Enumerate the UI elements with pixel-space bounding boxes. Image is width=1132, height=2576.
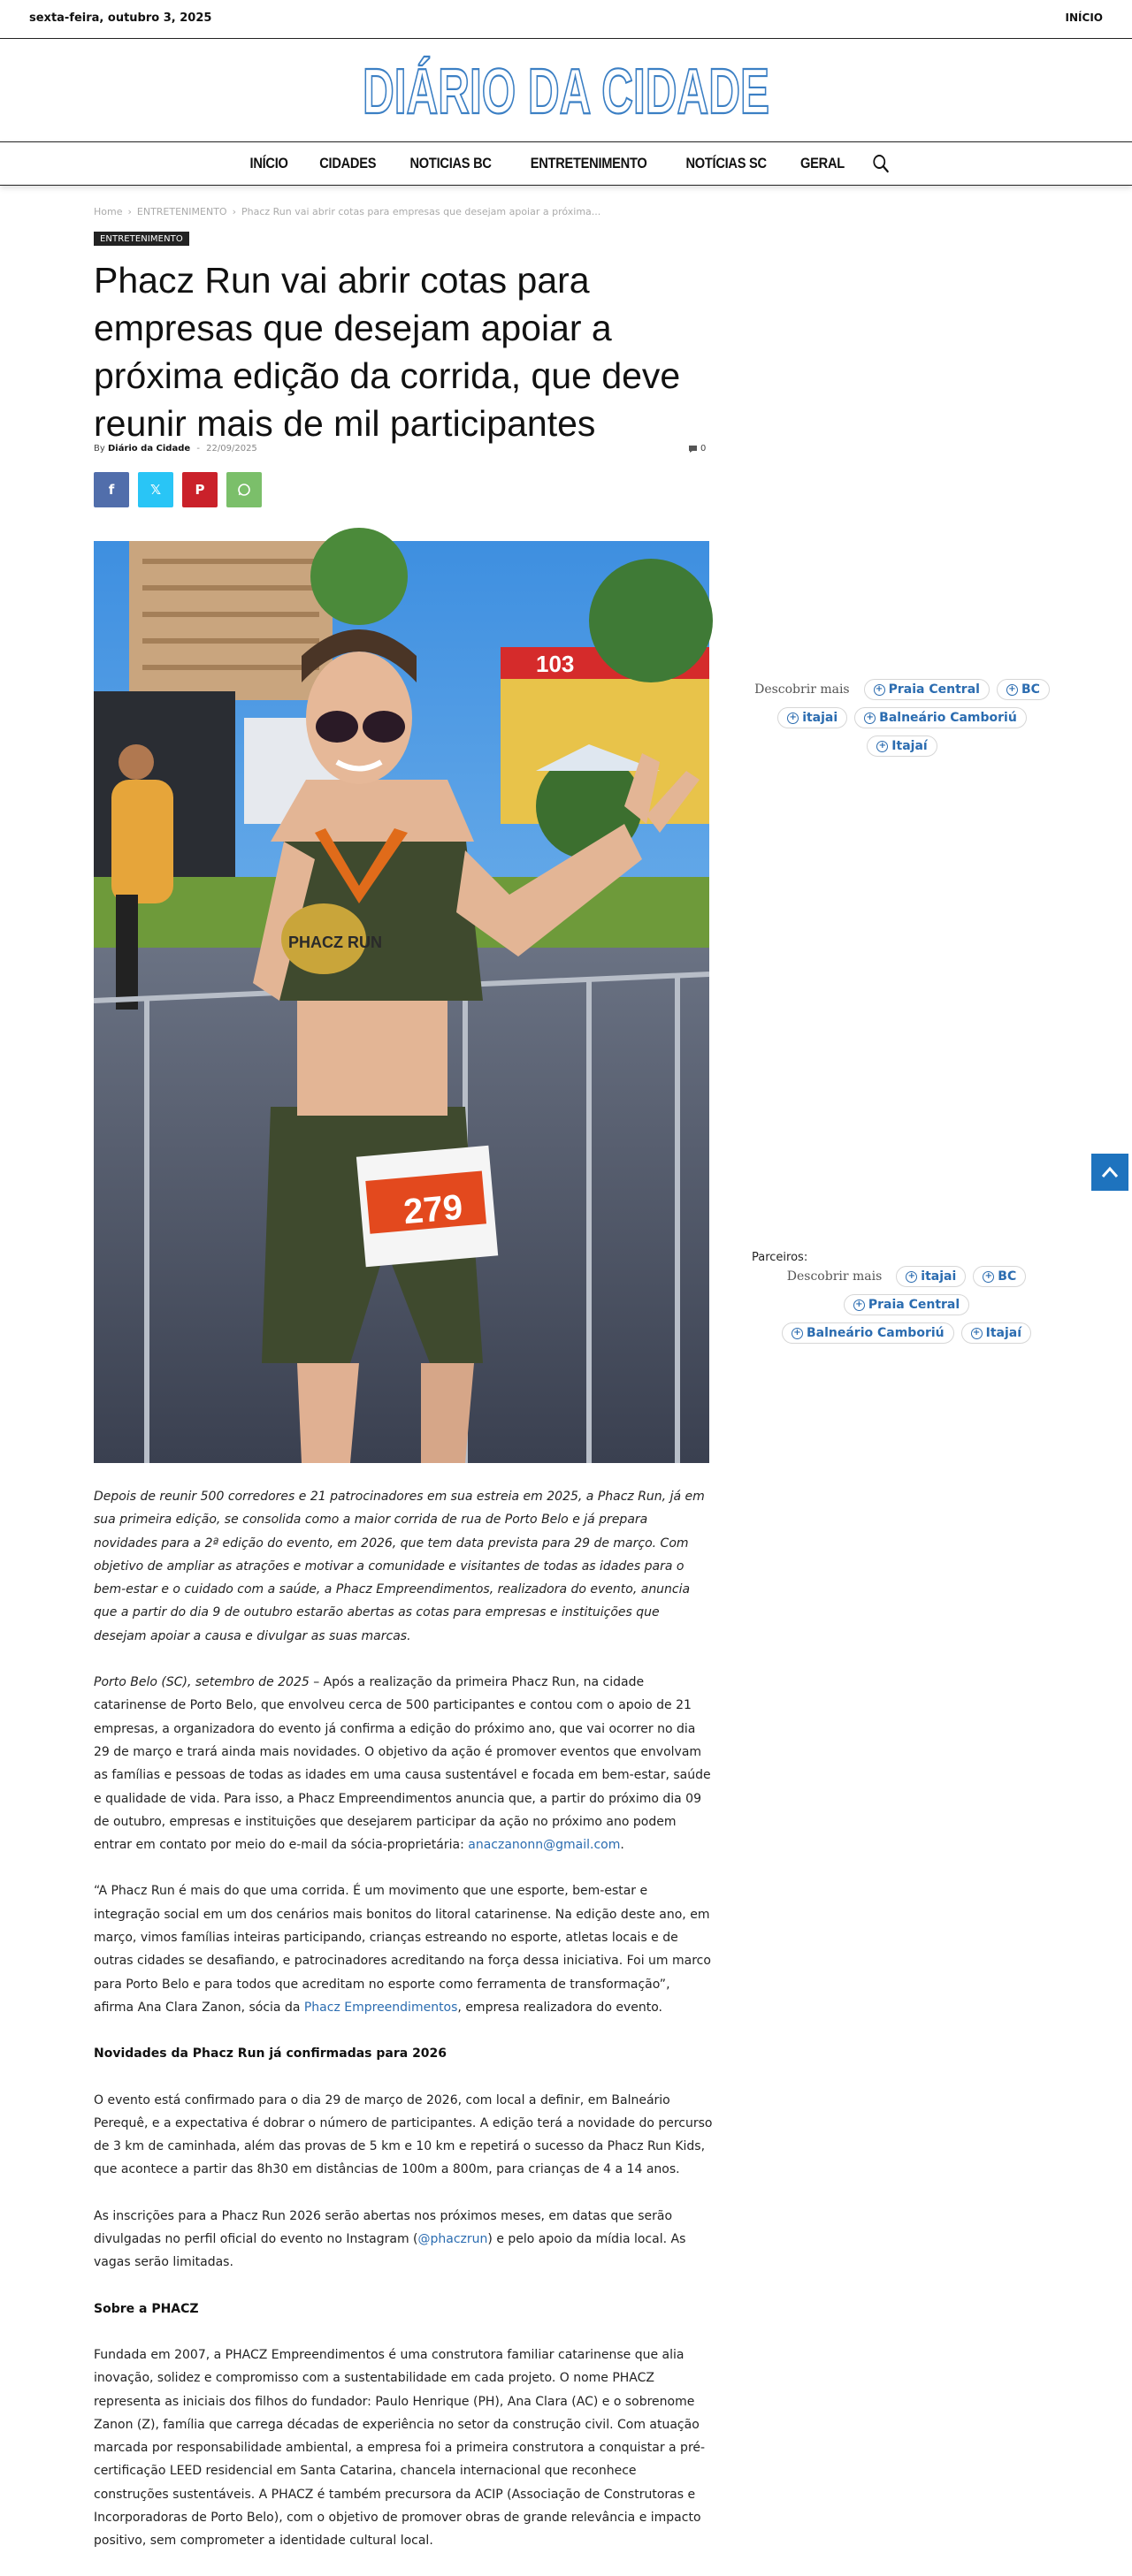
paragraph-end: ) e pelo apoio da mídia local. As vagas serão limitadas. [94, 2232, 686, 2270]
tag-pill[interactable] [782, 1322, 954, 1344]
share-pinterest-button[interactable] [182, 472, 218, 507]
tag-pill[interactable] [961, 1322, 1031, 1344]
plus-circle-icon: + [876, 741, 888, 752]
nav-item-geral[interactable]: GERAL [799, 155, 845, 171]
byline-label: By [94, 444, 105, 453]
paragraph-text: – Após a realização da primeira Phacz Run, na cidade catarinense de Porto Belo, que envolveu cerca de 500 participantes e contou com o apoio de 21 empresas, a organizadora do evento já confirma a edição do próximo ano, que vai ocorrer no dia 29 de março e trará ainda mais novidades. O objetivo da ação é promover eventos que envolvam as famílias e pessoas de todas as idades em uma causa sustentável e focada em bem-estar, saúde e qualidade de vida. Para isso, a Phacz Empreendimentos anuncia que, a partir do próximo dia 09 de outubro, empresas e instituições que desejarem participar da ação no próximo ano podem entrar em contato por meio do e-mail da sócia-proprietária: [94, 1675, 711, 1853]
plus-circle-icon: + [983, 1271, 994, 1283]
sidebar-discover-block [747, 679, 1057, 764]
paragraph-end: , empresa realizadora do evento. [457, 2000, 662, 2015]
tag-label: Itajaí [891, 739, 928, 753]
article-paragraph [94, 2205, 713, 2275]
article-paragraph: Fundada em 2007, a PHACZ Empreendimentos é uma construtora familiar catarinense que alia inovação, solidez e compromisso com a sustentabilidade em cada projeto. O nome PHACZ representa as iniciais dos filhos do fundador: Paulo Henrique (PH), Ana Clara (AC) e o sobrenome Zanon (Z), família que carrega décadas de experiência no setor da construção civil. Com atuação marcada por responsabilidade ambiental, a empresa foi a primeira construtora a conquistar a pré-certificação LEED residencial em Santa Catarina, chancela internacional que reconhece construções sustentáveis. A PHACZ é também precursora da ACIP (Associação de Construtoras e Incorporadoras de Porto Belo), com o objetivo de promover obras de grande relevância e impacto positivo, sem comprometer a identidade cultural local. [94, 2347, 706, 2549]
tag-label: BC [998, 1269, 1017, 1284]
email-link[interactable]: anaczanonn@gmail.com [468, 1838, 621, 1853]
share-x-button[interactable] [138, 472, 173, 507]
plus-circle-icon: + [787, 713, 799, 724]
quote-text: “A Phacz Run é mais do que uma corrida. É um movimento que une esporte, bem-estar e integração social em um dos cenários mais bonitos do litoral catarinense. Na edição deste ano, em março, vimos famílias inteiras participando, crianças estreando no esporte, atletas locais e de outras cidades se desafiando, e patrocinadores acreditando na força dessa iniciativa. Foi um marco para Porto Belo e para todos que acreditam no esporte como ferramenta de transformação”, afirma Ana Clara Zanon, sócia da [94, 1884, 711, 2015]
section-heading-novidades: Novidades da Phacz Run já confirmadas para 2026 [94, 2046, 447, 2062]
category-badge[interactable]: ENTRETENIMENTO [94, 232, 189, 246]
tag-label: Praia Central [888, 682, 980, 697]
share-facebook-button[interactable] [94, 472, 129, 507]
article-title: Phacz Run vai abrir cotas para empresas que desejam apoiar a próxima edição da corrida, que deve reunir mais de mil participantes [94, 260, 681, 444]
instagram-link[interactable]: @phaczrun [417, 2232, 488, 2247]
tag-pill[interactable] [854, 707, 1027, 728]
logo-wordmark [358, 53, 774, 127]
nav-item-cidades[interactable]: CIDADES [318, 155, 376, 171]
nav-item-entretenimento[interactable]: ENTRETENIMENTO [530, 155, 647, 171]
plus-circle-icon: + [864, 713, 876, 724]
nav-item-noticias-bc[interactable]: NOTICIAS BC [409, 155, 492, 171]
breadcrumb-section[interactable]: ENTRETENIMENTO [136, 206, 227, 217]
paragraph-end: . [620, 1838, 624, 1853]
whatsapp-icon [237, 483, 251, 497]
partners-label: Parceiros: [752, 1251, 808, 1264]
tag-pill[interactable] [777, 707, 847, 728]
tag-label: BC [1021, 682, 1040, 697]
site-logo[interactable] [0, 53, 1132, 127]
tag-label: Balneário Camboriú [879, 711, 1017, 725]
breadcrumb-separator: › [127, 206, 132, 217]
section-heading-sobre: Sobre a PHACZ [94, 2301, 199, 2316]
main-navigation [0, 141, 1132, 186]
plus-circle-icon: + [1006, 684, 1018, 696]
search-icon [872, 154, 889, 173]
tag-label: itajai [921, 1269, 957, 1284]
article-body [94, 1485, 713, 2576]
article-paragraph [94, 1879, 713, 2019]
back-to-top-button[interactable] [1091, 1154, 1128, 1191]
tag-pill[interactable] [844, 1294, 969, 1315]
breadcrumb-separator: › [232, 206, 236, 217]
breadcrumb-home[interactable]: Home [94, 206, 123, 217]
sidebar-partners-block [752, 1251, 1061, 1351]
plus-circle-icon: + [906, 1271, 917, 1283]
nav-item-inicio[interactable]: INÍCIO [249, 155, 289, 171]
runner-photo-illustration [94, 541, 709, 1463]
breadcrumb [94, 206, 600, 217]
article-photo [94, 541, 709, 1463]
bib-number: 279 [402, 1187, 464, 1232]
separator-dash: - [196, 444, 200, 453]
tag-label: Praia Central [868, 1298, 960, 1312]
discover-label: Descobrir mais [786, 1269, 883, 1284]
tag-pill[interactable] [997, 679, 1050, 700]
publish-date: 22/09/2025 [206, 444, 257, 453]
company-link[interactable]: Phacz Empreendimentos [303, 2000, 458, 2015]
facebook-icon: f [108, 482, 115, 498]
tag-label: itajai [802, 711, 838, 725]
article-paragraph [94, 1671, 713, 1856]
x-icon: 𝕏 [149, 482, 162, 498]
share-buttons [94, 472, 262, 507]
logo-text: DIÁRIO DA CIDADE [363, 57, 769, 127]
article-lead: Depois de reunir 500 corredores e 21 patrocinadores em sua estreia em 2025, a Phacz Run, já em sua primeira edição, se consolida como a maior corrida de rua de Porto Belo e já prepara novidades para a 2ª edição do evento, em 2026, que tem data prevista para 29 de março. Com objetivo de ampliar as atrações e motivar a comunidade e visitantes de todas as idades para o bem-estar e o cuidado com a saúde, a Phacz Empreendimentos, realizadora do evento, anuncia que a partir do dia 9 de outubro estarão abertas as cotas para empresas e instituições que desejam apoiar a causa e divulgar as suas marcas. [94, 1490, 705, 1643]
plus-circle-icon: + [853, 1299, 865, 1311]
share-whatsapp-button[interactable] [226, 472, 262, 507]
article-paragraph: O evento está confirmado para o dia 29 de março de 2026, com local a definir, em Balneário Perequê, e a expectativa é dobrar o número de participantes. A edição terá a novidade do percurso de 3 km de caminhada, além das provas de 5 km e 10 km e repetirá o sucesso da Phacz Run Kids, que acontece a partir das 8h30 em distâncias de 100m a 800m, para crianças de 4 a 14 anos. [94, 2092, 713, 2177]
plus-circle-icon: + [874, 684, 885, 696]
pinterest-icon: P [195, 482, 205, 498]
comments-count[interactable] [688, 444, 706, 453]
breadcrumb-current: Phacz Run vai abrir cotas para empresas que desejam apoiar a próxima... [241, 206, 601, 217]
medal-text: PHACZ RUN [288, 934, 382, 951]
dateline: Porto Belo (SC), setembro de 2025 [94, 1675, 310, 1690]
top-bar [0, 0, 1132, 39]
comment-icon [688, 445, 698, 453]
tag-pill[interactable] [864, 679, 990, 700]
tag-pill[interactable] [973, 1266, 1026, 1287]
search-button[interactable] [867, 154, 894, 173]
tag-label: Itajaí [985, 1326, 1022, 1340]
top-home-link[interactable]: INÍCIO [1065, 11, 1103, 24]
comments-number: 0 [700, 444, 707, 453]
tag-pill[interactable] [896, 1266, 966, 1287]
tag-pill[interactable] [867, 735, 937, 757]
chevron-up-icon [1101, 1166, 1119, 1178]
tag-label: Balneário Camboriú [806, 1326, 945, 1340]
paragraph-text: As inscrições para a Phacz Run 2026 serão abertas nos próximos meses, em datas que serão divulgadas no perfil oficial do evento no Instagram ( [94, 2208, 673, 2247]
article-meta [94, 444, 257, 453]
nav-item-noticias-sc[interactable]: NOTÍCIAS SC [685, 155, 768, 171]
author-link[interactable]: Diário da Cidade [107, 444, 191, 453]
plus-circle-icon: + [792, 1328, 803, 1339]
discover-label: Descobrir mais [754, 682, 850, 697]
svg-text:103: 103 [536, 651, 575, 677]
plus-circle-icon: + [971, 1328, 983, 1339]
current-date: sexta-feira, outubro 3, 2025 [29, 11, 212, 25]
